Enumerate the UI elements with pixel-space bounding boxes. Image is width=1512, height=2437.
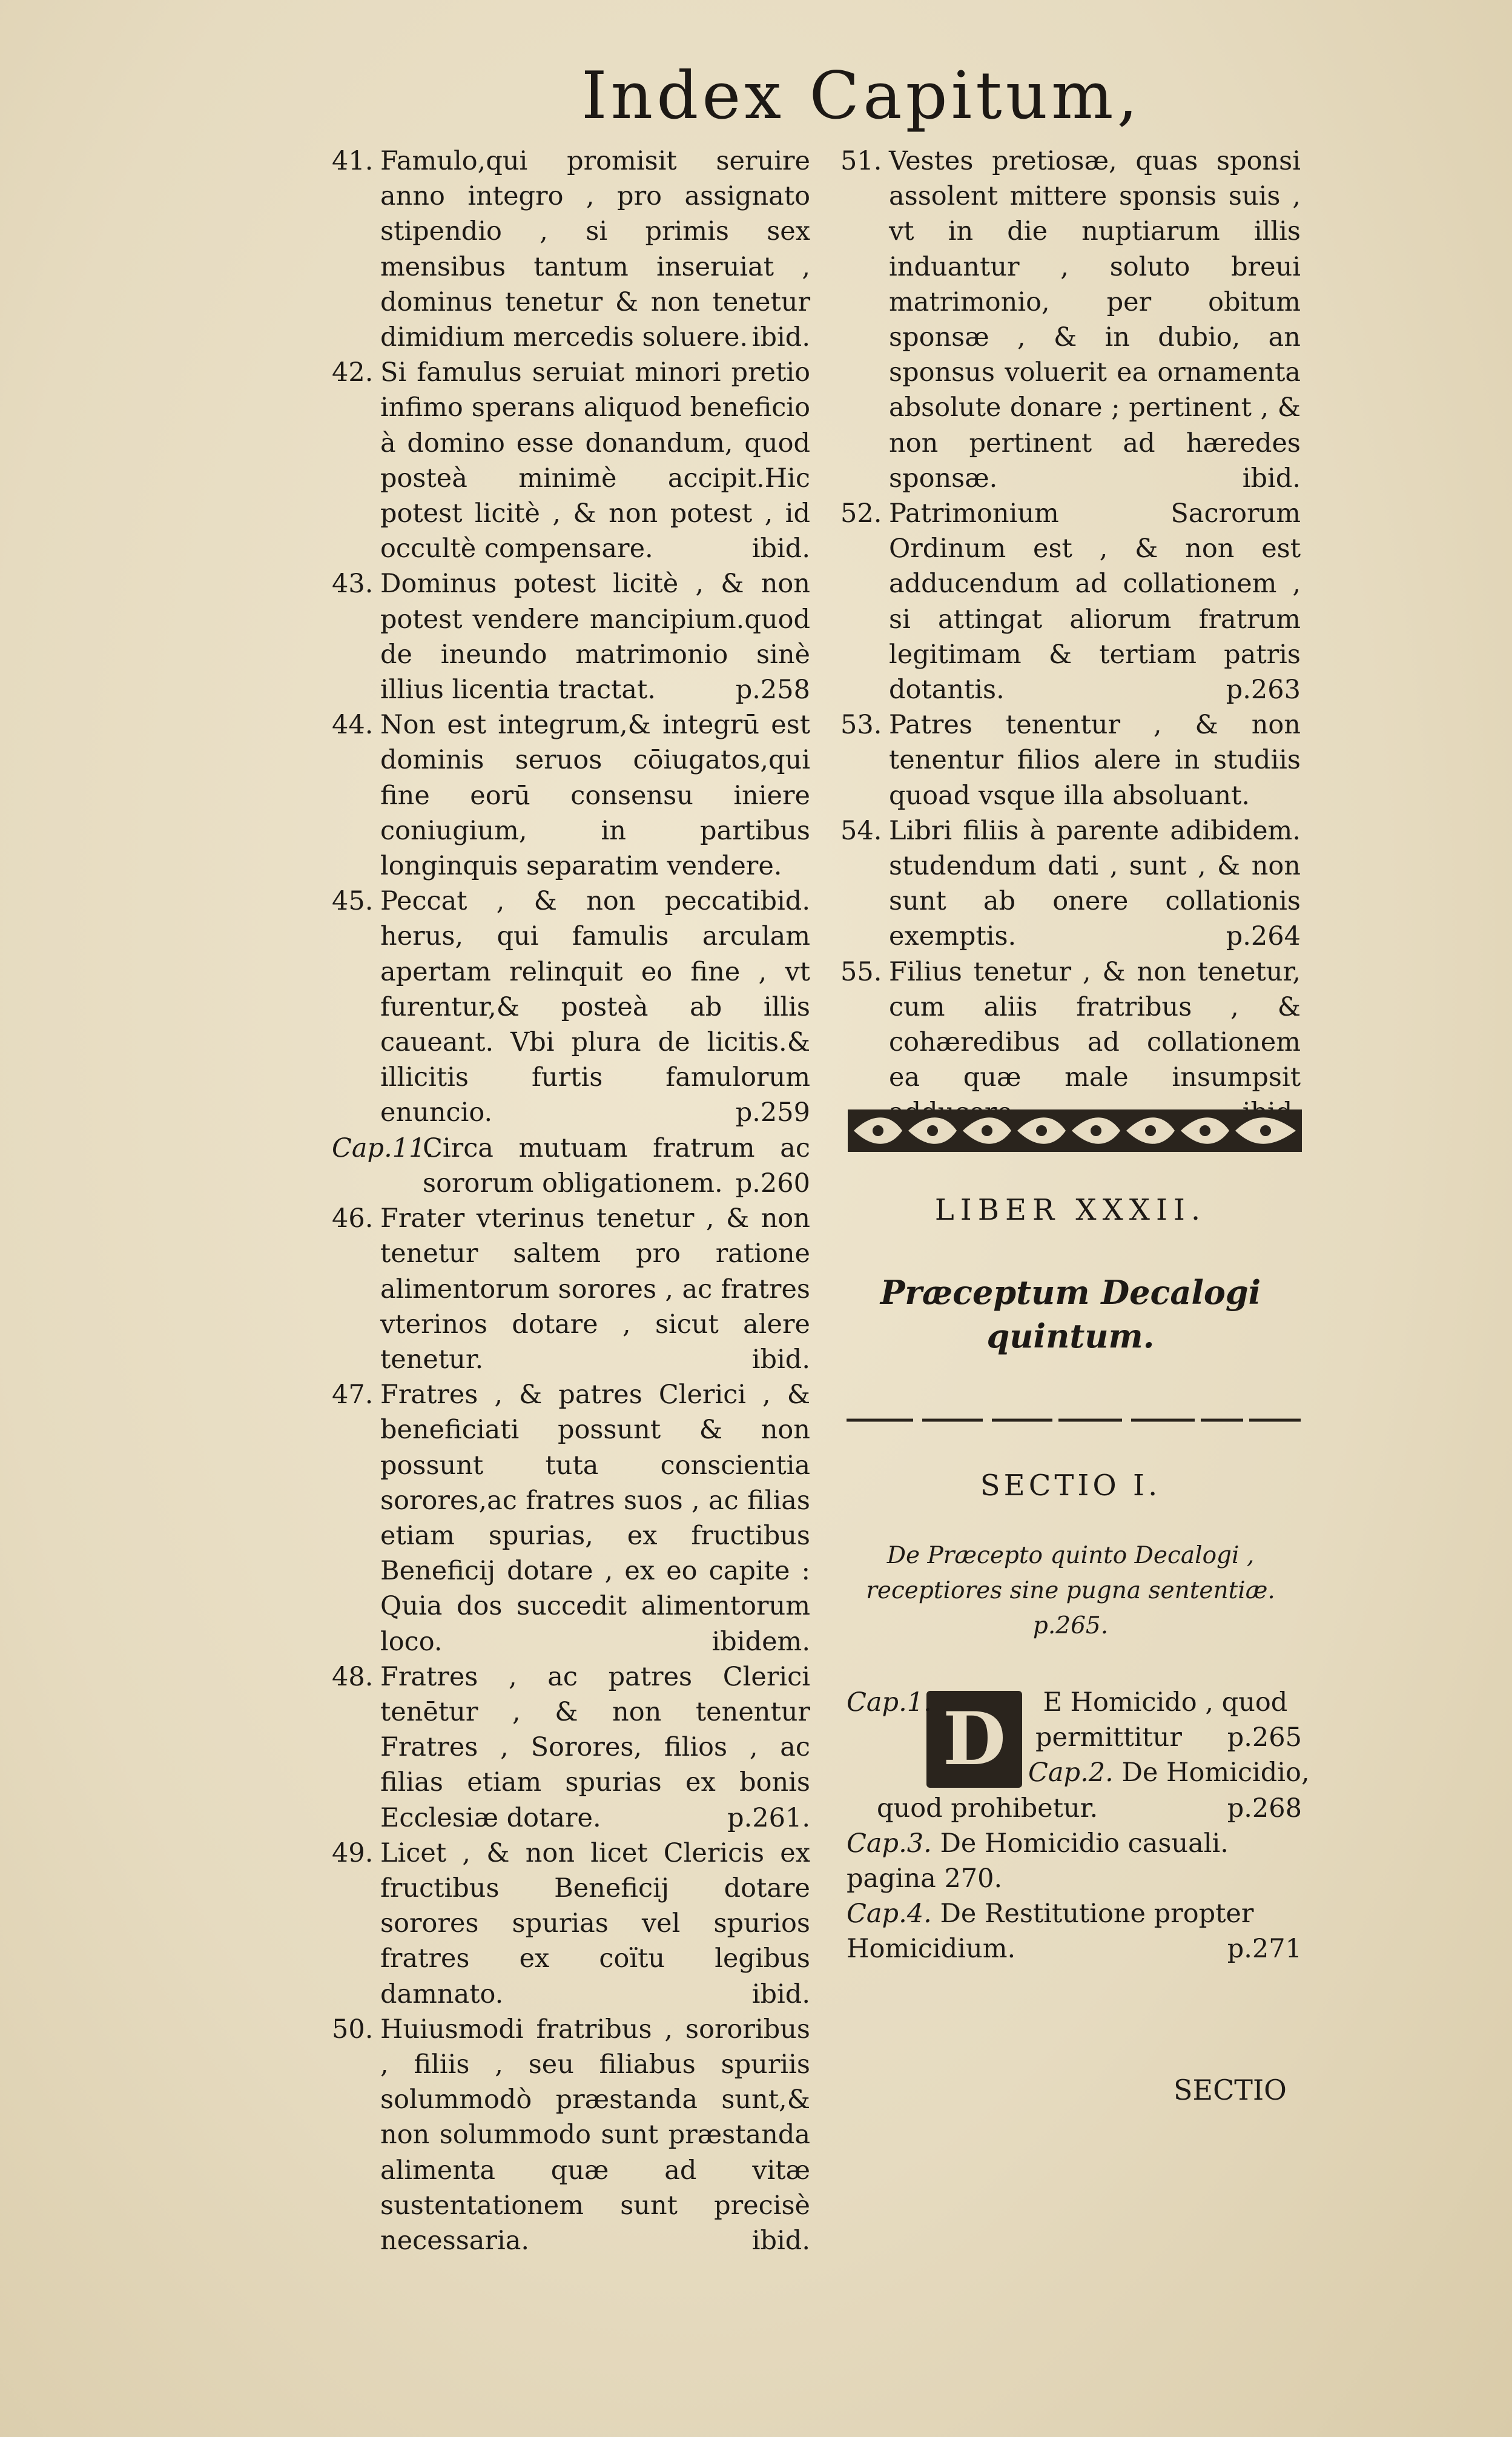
entry-number: 50. (332, 2014, 374, 2045)
chapter-line (847, 1720, 1302, 1755)
entry-text: Fratres , & patres Clerici , & beneficiati possunt & non possunt tuta conscientia sorores,ac fratres suos , ac filias etiam spurias, ex fructibus Beneficij dotare , ex eo capite : Quia dos succedit alimentorum loco. (380, 1380, 810, 1657)
entry-number: 46. (332, 1203, 374, 1234)
index-entry (332, 355, 810, 566)
ornamental-band (848, 1107, 1302, 1154)
index-entry (840, 954, 1301, 1131)
entry-page-ref: p.261. (727, 1802, 810, 1833)
section-subtitle (840, 1538, 1301, 1644)
entry-number: 47. (332, 1380, 374, 1410)
chapter-line (847, 1685, 1302, 1720)
entry-text: Famulo,qui promisit seruire anno integro , pro assignato stipendio , si primis sex mensibus tantum inseruiat , dominus tenetur & non tenetur dimidium mercedis soluere. (380, 146, 810, 353)
right-column (840, 144, 1301, 1131)
entry-number: 55. (840, 956, 882, 987)
entry-text: Patrimonium Sacrorum Ordinum est , & non est adducendum ad collationem , si attingat aliorum fratrum legitimam & tertiam patris dotantis. (889, 498, 1301, 706)
entry-page-ref: p.260 (735, 1168, 810, 1199)
left-column (332, 144, 810, 2258)
entry-text: Libri filiis à parente ad studendum dati , sunt , & non sunt ab onere collationis exemptis. (889, 815, 1301, 952)
entry-text: Frater vterinus tenetur , & non tenetur saltem pro ratione alimentorum sorores , ac fratres vterinos dotare , sicut alere tenetur. (380, 1203, 810, 1375)
entry-page-ref: ibid. (1242, 463, 1301, 494)
entry-page-ref: p.258 (735, 675, 810, 706)
entry-text: Fratres , ac patres Clerici tenētur , & non tenentur Fratres , Sorores, filios , ac filias etiam spurias ex bonis Ecclesiæ dotare. (380, 1661, 810, 1833)
entry-page-ref: p.263 (1226, 675, 1301, 706)
index-entry (332, 1659, 810, 1836)
entry-page-ref: ibid. (751, 2225, 810, 2256)
entry-text: Non est integrum,& integrū est dominis seruos cōiugatos,qui fine eorū consensu iniere coniugium, in partibus longinquis separatim vendere. (380, 710, 810, 882)
entry-number: 51. (840, 146, 882, 176)
chapter-label: Cap.1. (847, 1687, 932, 1718)
entry-page-ref: ibid. (751, 1344, 810, 1375)
entry-text: Peccat , & non peccat herus, qui famulis arculam apertam relinquit eo fine , vt furentur,& posteà ab illis caueant. Vbi plura de licitis.& illicitis furtis famulorum enuncio. (380, 886, 810, 1128)
entry-page-ref: ibid. (751, 886, 810, 917)
precept-title-line: quintum. (986, 1317, 1155, 1355)
entry-number: 54. (840, 815, 882, 846)
entry-text: Patres tenentur , & non tenentur filios alere in studiis quoad vsque illa absoluant. (889, 710, 1301, 811)
index-entry (332, 144, 810, 355)
entry-text: Vestes pretiosæ, quas sponsi assolent mittere sponsis suis , vt in die nuptiarum illis induantur , soluto breui matrimonio, per obitum sponsæ , & in dubio, an sponsus voluerit ea ornamenta absolute donare ; pertinent , & non pertinent ad hæredes sponsæ. (889, 146, 1301, 494)
entry-page-ref: ibid. (751, 1979, 810, 2009)
precept-title (840, 1271, 1301, 1358)
section-rule (847, 1417, 1301, 1423)
chapter-number: Cap.11. (332, 1133, 434, 1163)
chapter-text: permittitur (1035, 1722, 1182, 1753)
index-entry (332, 2012, 810, 2258)
index-entry (332, 884, 810, 1130)
entry-page-ref: p.264 (1226, 921, 1301, 952)
chapter-list (847, 1685, 1310, 1967)
index-entry (332, 566, 810, 707)
chapter-text: De Homicidio, (1121, 1757, 1310, 1788)
chapter-page-ref: p.265 (1227, 1722, 1302, 1753)
catchword: SECTIO (1174, 2074, 1287, 2106)
entry-number: 45. (332, 886, 374, 917)
index-entry (840, 144, 1301, 496)
index-entry (332, 1836, 810, 2012)
chapter-line (847, 1826, 1302, 1896)
entry-number: 49. (332, 1837, 374, 1868)
entry-text: Dominus potest licitè , & non potest vendere mancipium.quod de ineundo matrimonio sinè illius licentia tractat. (380, 569, 810, 706)
chapter-label: Cap.4. (847, 1899, 932, 1929)
index-entry (840, 496, 1301, 707)
precept-title-line: Præceptum Decalogi (880, 1273, 1261, 1312)
chapter-page-ref: p.271 (1227, 1934, 1302, 1965)
chapter-page-ref: p.268 (1227, 1793, 1302, 1824)
entry-number: 48. (332, 1661, 374, 1692)
entry-number: 44. (332, 710, 374, 741)
entry-number: 42. (332, 357, 374, 388)
section-heading: SECTIO I. (980, 1469, 1161, 1503)
index-entry (840, 813, 1301, 954)
entry-page-ref: ibid. (751, 322, 810, 353)
entry-number: 53. (840, 710, 882, 741)
chapter-line (847, 1896, 1302, 1966)
entry-page-ref: ibidem. (1202, 815, 1301, 846)
entry-number: 52. (840, 498, 882, 529)
page-header: Index Capitum, (581, 58, 1141, 134)
index-entry (332, 1377, 810, 1659)
chapter-label: Cap.2. (1028, 1757, 1114, 1788)
chapter-line (847, 1755, 1310, 1790)
chapter-line (847, 1791, 1302, 1826)
entry-number: 43. (332, 569, 374, 600)
entry-text: Huiusmodi fratribus , sororibus , filiis , seu filiabus spuriis solummodò præstanda sunt,& non solummodo sunt præstanda alimenta quæ ad vitæ sustentationem sunt precisè necessaria. (380, 2014, 810, 2256)
chapter-title: Circa mutuam fratrum ac sororum obligationem. (423, 1133, 810, 1199)
book-heading: LIBER XXXII. (934, 1193, 1207, 1227)
entry-page-ref: p.259 (735, 1097, 810, 1128)
entry-text: Si famulus seruiat minori pretio infimo sperans aliquod beneficio à domino esse donandum, quod posteà minimè accipit.Hic potest licitè , & non potest , id occultè compensare. (380, 357, 810, 564)
chapter-entry (332, 1131, 810, 1201)
chapter-text: De Homicidio casuali. pagina 270. (847, 1828, 1229, 1894)
section-subtitle-text: De Præcepto quinto Decalogi , receptiores sine pugna sententiæ. (866, 1542, 1275, 1604)
entry-number: 41. (332, 146, 374, 176)
chapter-label: Cap.3. (847, 1828, 932, 1859)
chapter-text: E Homicido , quod (1043, 1687, 1288, 1718)
index-entry (332, 1201, 810, 1377)
entry-text: Licet , & non licet Clericis ex fructibus Beneficij dotare sorores spurias vel spurios fratres ex coïtu legibus damnato. (380, 1837, 810, 2009)
chapter-text: De Restitutione propter Homicidium. (847, 1899, 1254, 1965)
entry-text: Filius tenetur , & non tenetur, cum aliis fratribus , & cohæredibus ad collationem ea quæ male insumpsit (889, 956, 1301, 1093)
chapter-text: quod prohibetur. (877, 1793, 1098, 1824)
entry-page-ref: ibid. (751, 534, 810, 564)
drop-cap-initial: D (926, 1691, 1022, 1788)
entry-page-ref: ibidem. (711, 1626, 810, 1657)
section-subtitle-ref: p.265. (1032, 1612, 1109, 1639)
